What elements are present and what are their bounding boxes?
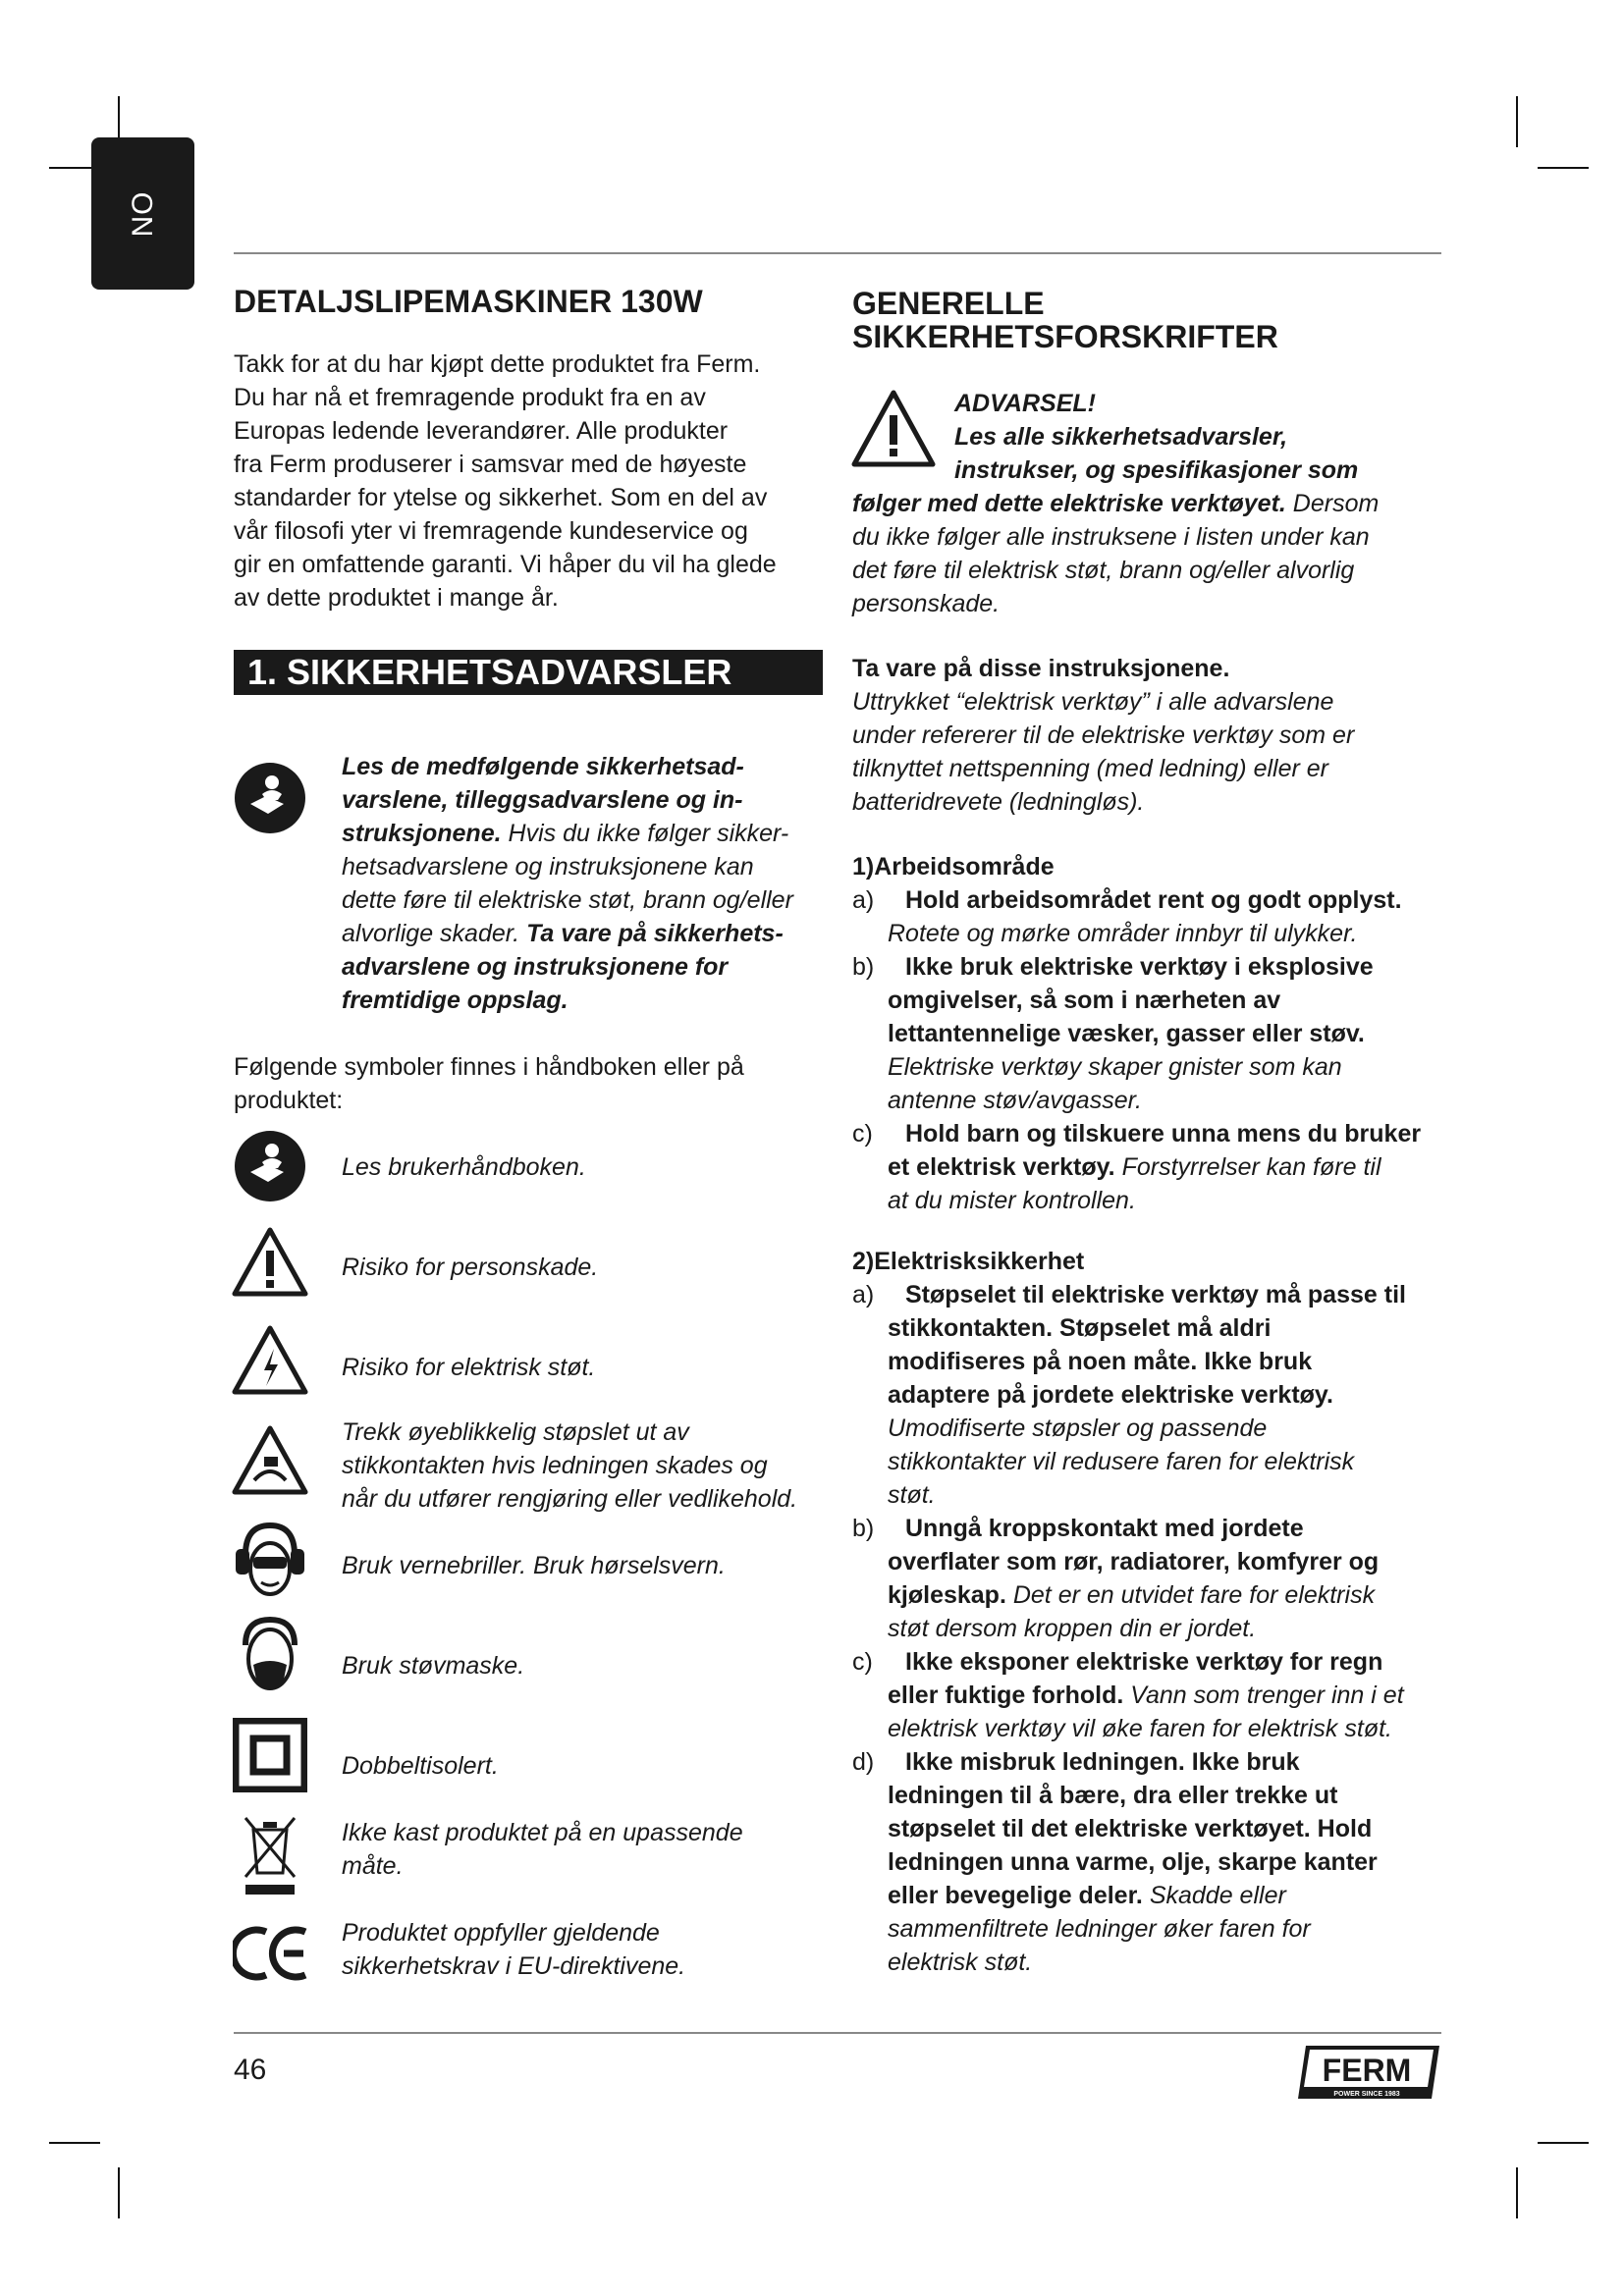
text-run: du ikke følger alle instruksene i listen under kan [852, 523, 1370, 551]
symbol-text-line: Produktet oppfyller gjeldende [342, 1919, 660, 1947]
general-safety-title: GENERELLE [852, 286, 1045, 321]
symbol-description [342, 1749, 499, 1783]
text-run: følger med dette elektriske verktøyet. [852, 490, 1286, 517]
safety-item-line [888, 1679, 1461, 1712]
safety-item-label: b) [852, 953, 875, 981]
safety-item-line [888, 1311, 1461, 1345]
text-run: Ikke misbruk ledningen. Ikke bruk [905, 1748, 1300, 1776]
text-run: eller bevegelige deler. [888, 1882, 1143, 1909]
symbol-description [342, 1916, 685, 1983]
symbol-text-line: stikkontakten hvis ledningen skades og [342, 1452, 768, 1479]
symbol-text-line: Trekk øyeblikkelig støpslet ut av [342, 1418, 689, 1446]
safety-item [852, 1745, 1461, 1979]
safety-item-line [888, 1578, 1461, 1612]
text-run: Hvis du ikke følger sikker- [501, 820, 789, 847]
text-run: kjøleskap. [888, 1581, 1006, 1609]
double-insulated-icon [233, 1718, 307, 1792]
text-run: stikkontakten. Støpselet må aldri [888, 1314, 1272, 1342]
symbol-text-line: Les brukerhåndboken. [342, 1153, 586, 1181]
safety-item [852, 950, 1461, 1117]
warning-heading [954, 387, 1465, 487]
text-run: struksjonene. [342, 820, 502, 847]
intro-line: av dette produktet i mange år. [234, 584, 559, 612]
text-run: Forstyrrelser kan føre til [1114, 1153, 1381, 1181]
safety-item-line [888, 1050, 1461, 1084]
symbol-text-line: Bruk vernebriller. Bruk hørselsvern. [342, 1552, 726, 1579]
manual-warning-line [342, 783, 833, 817]
safety-item-line [888, 883, 1461, 917]
safety-item-label: c) [852, 1120, 873, 1148]
text-run: det føre til elektrisk støt, brann og/eller alvorlig [852, 557, 1355, 584]
read-manual-icon [233, 761, 307, 835]
safety-item-line [888, 1845, 1461, 1879]
intro-line: gir en omfattende garanti. Vi håper du vil ha glede [234, 551, 777, 578]
warning-triangle-icon [850, 388, 937, 470]
product-title: DETALJSLIPEMASKINER 130W [234, 284, 703, 319]
safety-item-label: a) [852, 1281, 875, 1308]
text-run: Les de medfølgende sikkerhetsad- [342, 753, 744, 780]
text-run: Elektriske verktøy skaper gnister som kan [888, 1053, 1342, 1081]
text-run: overflater som rør, radiatorer, komfyrer og [888, 1548, 1380, 1575]
text-run: antenne støv/avgasser. [888, 1087, 1142, 1114]
safety-item-line [888, 1412, 1461, 1445]
symbol-description [342, 1816, 743, 1883]
symbol-description [342, 1415, 797, 1516]
manual-warning-text [342, 750, 833, 1017]
manual-warning-line [342, 817, 833, 850]
text-run: Skadde eller [1142, 1882, 1286, 1909]
text-run: Hold barn og tilskuere unna mens du bruker [905, 1120, 1422, 1148]
intro-line: Du har nå et fremragende produkt fra en av [234, 384, 706, 411]
safety-item-line [888, 1812, 1461, 1845]
safety-item-line [888, 1745, 1461, 1779]
symbol-text-line: Risiko for elektrisk støt. [342, 1354, 596, 1381]
safety-item-line [888, 1017, 1461, 1050]
safety-item [852, 1512, 1461, 1645]
read-manual-icon [233, 1129, 307, 1203]
page-number: 46 [234, 2054, 267, 2086]
keep-instructions [852, 652, 1441, 819]
safety-item-label: d) [852, 1748, 875, 1776]
text-run: omgivelser, så som i nærheten av [888, 987, 1281, 1014]
ferm-logo [1296, 2044, 1441, 2101]
language-code: NO [126, 190, 159, 237]
top-rule [234, 252, 1441, 254]
goggles-ear-protection-icon [232, 1520, 308, 1598]
safety-item-line [888, 984, 1461, 1017]
keep-line: under refererer til de elektriske verktøy som er [852, 721, 1355, 749]
safety-item-line [888, 1512, 1461, 1545]
intro-paragraph [234, 347, 823, 614]
safety-item-line [888, 1084, 1461, 1117]
text-run: ADVARSEL! [954, 390, 1096, 417]
safety-item [852, 883, 1461, 950]
text-run: varslene, tilleggsadvarslene og in- [342, 786, 743, 814]
manual-warning-line [342, 950, 833, 984]
text-run: advarslene og instruksjonene for [342, 953, 729, 981]
section-heading: 1. SIKKERHETSADVARSLER [234, 650, 823, 695]
intro-line: fra Ferm produserer i samsvar med de høyeste [234, 451, 747, 478]
keep-line: tilknyttet nettspenning (med ledning) eller er [852, 755, 1328, 782]
text-run: Hold arbeidsområdet rent og godt opplyst. [905, 886, 1402, 914]
safety-item-line [888, 1645, 1461, 1679]
electric-shock-icon [231, 1323, 309, 1398]
intro-line: vår filosofi yter vi fremragende kundeservice og [234, 517, 748, 545]
keep-heading: Ta vare på disse instruksjonene. [852, 655, 1230, 682]
safety-item-line [888, 1184, 1461, 1217]
symbol-text-line: sikkerhetskrav i EU-direktivene. [342, 1952, 686, 1980]
warning-heading-line [954, 387, 1465, 420]
text-run: dette føre til elektriske støt, brann og/eller [342, 886, 793, 914]
safety-section-heading: 1)Arbeidsområde [852, 853, 1055, 881]
text-run: ledningen unna varme, olje, skarpe kanter [888, 1848, 1378, 1876]
safety-item-line [888, 1150, 1461, 1184]
text-run: eller fuktige forhold. [888, 1682, 1124, 1709]
manual-warning-line [342, 917, 833, 950]
manual-warning-line [342, 750, 833, 783]
text-run: at du mister kontrollen. [888, 1187, 1136, 1214]
text-run: Umodifiserte støpsler og passende [888, 1415, 1268, 1442]
text-run: Ikke eksponer elektriske verktøy for regn [905, 1648, 1383, 1676]
crop-mark [1538, 167, 1589, 169]
keep-line: batteridrevete (ledningløs). [852, 788, 1145, 816]
safety-item-label: c) [852, 1648, 873, 1676]
safety-item-line [888, 1612, 1461, 1645]
safety-item-line [888, 1345, 1461, 1378]
text-run: støt. [888, 1481, 936, 1509]
text-run: hetsadvarslene og instruksjonene kan [342, 853, 754, 881]
warning-text-line [852, 554, 1441, 587]
symbol-description [342, 1251, 598, 1284]
manual-warning-line [342, 883, 833, 917]
text-run: modifiseres på noen måte. Ikke bruk [888, 1348, 1313, 1375]
ferm-logo-text: FERM [1322, 2053, 1412, 2088]
text-run: Dersom [1285, 490, 1380, 517]
right-column-title [852, 287, 1441, 353]
safety-item-line [888, 1117, 1461, 1150]
safety-item [852, 1645, 1461, 1745]
safety-item-line [888, 1912, 1461, 1946]
text-run: Les alle sikkerhetsadvarsler, [954, 423, 1288, 451]
warning-text-line [852, 520, 1441, 554]
text-run: støt dersom kroppen din er jordet. [888, 1615, 1257, 1642]
crop-mark [49, 2142, 100, 2144]
text-run: elektrisk verktøy vil øke faren for elektrisk støt. [888, 1715, 1392, 1742]
symbol-description [342, 1549, 726, 1582]
safety-item-line [888, 917, 1461, 950]
intro-line: standarder for ytelse og sikkerhet. Som en del av [234, 484, 768, 511]
text-run: alvorlige skader. [342, 920, 527, 947]
text-run: elektrisk støt. [888, 1949, 1033, 1976]
safety-item-line [888, 1779, 1461, 1812]
safety-section-heading: 2)Elektrisksikkerhet [852, 1248, 1085, 1275]
dust-mask-icon [234, 1616, 306, 1696]
text-run: Ikke bruk elektriske verktøy i eksplosive [905, 953, 1374, 981]
symbol-description [342, 1351, 595, 1384]
text-run: Det er en utvidet fare for elektrisk [1005, 1581, 1376, 1609]
text-run: ledningen til å bære, dra eller trekke ut [888, 1782, 1338, 1809]
symbol-text-line: Risiko for personskade. [342, 1254, 599, 1281]
symbol-text-line: måte. [342, 1852, 404, 1880]
text-run: Unngå kroppskontakt med jordete [905, 1515, 1304, 1542]
warning-heading-line [954, 454, 1465, 487]
warning-heading-line [954, 420, 1465, 454]
symbol-text-line: Dobbeltisolert. [342, 1752, 499, 1780]
text-run: et elektrisk verktøy. [888, 1153, 1115, 1181]
text-run: stikkontakter vil redusere faren for elektrisk [888, 1448, 1355, 1475]
safety-item [852, 1278, 1461, 1512]
safety-item-line [888, 1445, 1461, 1478]
safety-item-line [888, 950, 1461, 984]
symbols-intro-line: Følgende symboler finnes i håndboken eller på [234, 1053, 744, 1081]
symbol-text-line: Bruk støvmaske. [342, 1652, 525, 1680]
symbol-description [342, 1649, 524, 1682]
unplug-warning-icon [231, 1423, 309, 1498]
safety-item-line [888, 1478, 1461, 1512]
warning-text-line [852, 487, 1441, 520]
symbol-text-line: når du utfører rengjøring eller vedlikehold. [342, 1485, 798, 1513]
safety-item-label: a) [852, 886, 875, 914]
safety-item-line [888, 1545, 1461, 1578]
symbols-intro-line: produktet: [234, 1087, 344, 1114]
safety-item-label: b) [852, 1515, 875, 1542]
text-run: støpselet til det elektriske verktøyet. Hold [888, 1815, 1373, 1842]
weee-bin-icon [242, 1814, 298, 1896]
general-safety-title: SIKKERHETSFORSKRIFTER [852, 319, 1278, 354]
safety-item-line [888, 1712, 1461, 1745]
intro-line: Europas ledende leverandører. Alle produkter [234, 417, 729, 445]
text-run: personskade. [852, 590, 1001, 617]
safety-sections [852, 850, 1461, 1979]
crop-mark [118, 2167, 120, 2218]
safety-item-line [888, 1378, 1461, 1412]
language-tab [91, 137, 194, 290]
symbol-description [342, 1150, 586, 1184]
text-run: instrukser, og spesifikasjoner som [954, 456, 1359, 484]
crop-mark [1516, 2167, 1518, 2218]
warning-text [852, 487, 1441, 620]
symbols-intro [234, 1050, 823, 1117]
text-run: fremtidige oppslag. [342, 987, 568, 1014]
safety-item [852, 1117, 1461, 1217]
manual-warning-line [342, 850, 833, 883]
text-run: Støpselet til elektriske verktøy må passe til [905, 1281, 1406, 1308]
warning-text-line [852, 587, 1441, 620]
safety-item-line [888, 1278, 1461, 1311]
ce-mark-icon [233, 1924, 311, 1983]
left-column [234, 285, 823, 695]
warning-triangle-icon [231, 1225, 309, 1300]
text-run: lettantennelige væsker, gasser eller støv. [888, 1020, 1365, 1047]
crop-mark [1516, 96, 1518, 147]
ferm-logo-tagline: POWER SINCE 1983 [1333, 2091, 1400, 2098]
safety-section [852, 850, 1461, 1217]
text-run: Ta vare på sikkerhets- [526, 920, 784, 947]
text-run: Rotete og mørke områder innbyr til ulykker. [888, 920, 1358, 947]
text-run: adaptere på jordete elektriske verktøy. [888, 1381, 1333, 1409]
safety-section [852, 1245, 1461, 1979]
text-run: sammenfiltrete ledninger øker faren for [888, 1915, 1311, 1943]
safety-item-line [888, 1946, 1461, 1979]
bottom-rule [234, 2032, 1441, 2034]
safety-item-line [888, 1879, 1461, 1912]
symbol-text-line: Ikke kast produktet på en upassende [342, 1819, 743, 1846]
keep-line: Uttrykket “elektrisk verktøy” i alle advarslene [852, 688, 1334, 716]
intro-line: Takk for at du har kjøpt dette produktet fra Ferm. [234, 350, 761, 378]
crop-mark [1538, 2142, 1589, 2144]
text-run: Vann som trenger inn i et [1123, 1682, 1404, 1709]
manual-warning-line [342, 984, 833, 1017]
